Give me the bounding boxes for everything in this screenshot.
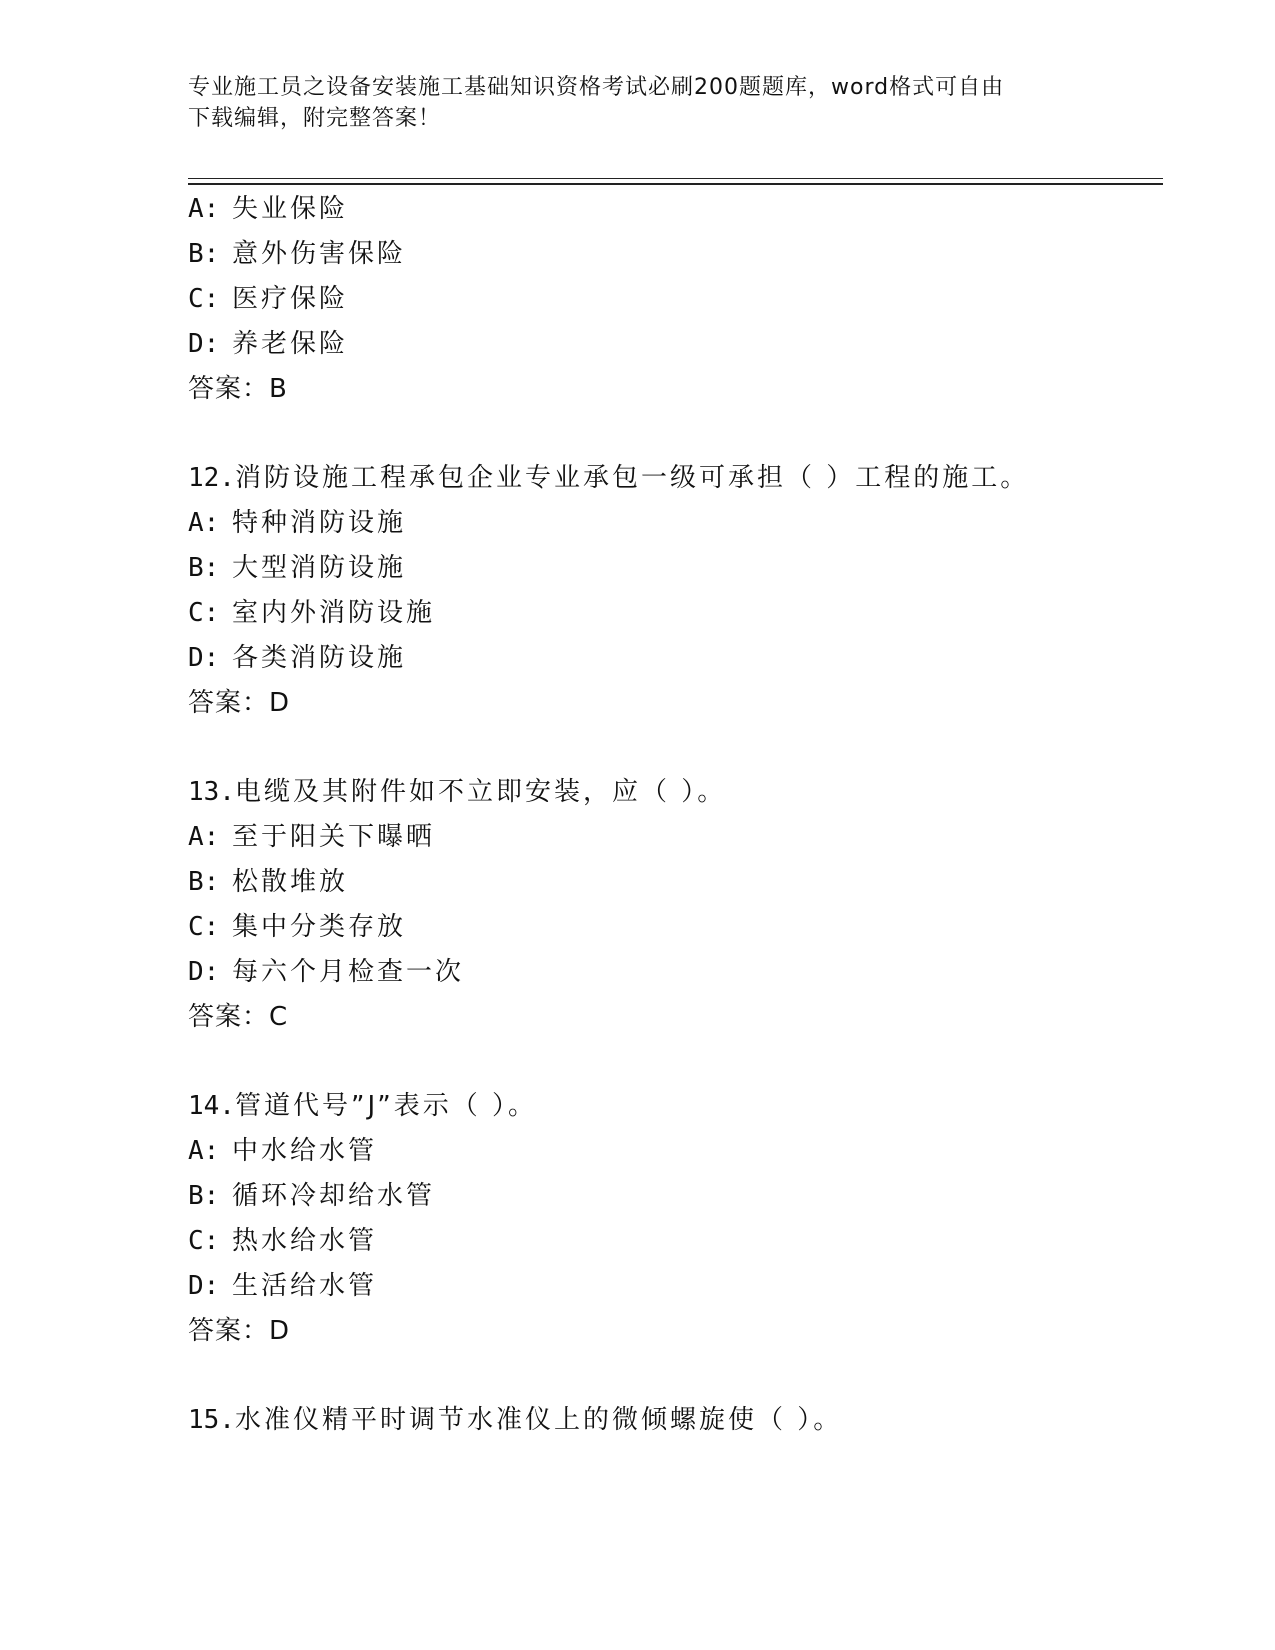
question-text: 消防设施工程承包企业专业承包一级可承担（ ）工程的施工。 — [234, 463, 1030, 493]
option-text: 循环冷却给水管 — [232, 1181, 436, 1211]
question-number: 12. — [188, 463, 235, 493]
option-text: 大型消防设施 — [232, 553, 407, 583]
q12-option-c — [188, 596, 435, 630]
q13-answer: 答案：C — [188, 1002, 289, 1032]
option-text: 室内外消防设施 — [232, 598, 436, 628]
header-line-1: 专业施工员之设备安装施工基础知识资格考试必刷200题题库，word格式可自由 — [188, 75, 1005, 100]
option-letter: C: — [188, 284, 220, 314]
option-letter: B: — [188, 867, 220, 897]
option-letter: D: — [188, 1271, 220, 1301]
q12-option-a — [188, 506, 406, 540]
option-text: 失业保险 — [232, 194, 349, 224]
q13-option-a — [188, 820, 435, 854]
q14-option-a — [188, 1134, 377, 1168]
option-letter: D: — [188, 329, 220, 359]
header-divider-thick — [188, 183, 1163, 185]
option-letter: D: — [188, 643, 220, 673]
question-number: 14. — [188, 1091, 235, 1121]
q12-option-d — [188, 641, 406, 675]
header-line-2: 下载编辑，附完整答案！ — [188, 106, 442, 131]
question-text: 管道代号”J”表示（ ）。 — [234, 1091, 538, 1121]
q11-option-d — [188, 327, 348, 361]
option-letter: C: — [188, 912, 220, 942]
option-text: 松散堆放 — [232, 867, 349, 897]
q14-option-c — [188, 1224, 377, 1258]
option-letter: C: — [188, 1226, 220, 1256]
q11-option-a — [188, 192, 348, 226]
option-text: 特种消防设施 — [232, 508, 407, 538]
option-text: 至于阳关下曝晒 — [232, 822, 436, 852]
q13-option-c — [188, 910, 406, 944]
q11-option-b — [188, 237, 406, 271]
q14-option-b — [188, 1179, 435, 1213]
option-text: 每六个月检查一次 — [232, 957, 465, 987]
option-text: 热水给水管 — [232, 1226, 378, 1256]
option-letter: A: — [188, 508, 220, 538]
option-text: 医疗保险 — [232, 284, 349, 314]
option-letter: B: — [188, 239, 220, 269]
q12-stem — [188, 461, 1029, 495]
option-letter: A: — [188, 194, 220, 224]
question-text: 水准仪精平时调节水准仪上的微倾螺旋使（ ）。 — [234, 1405, 843, 1435]
option-letter: B: — [188, 1181, 220, 1211]
option-text: 中水给水管 — [232, 1136, 378, 1166]
q14-answer: 答案：D — [188, 1316, 291, 1346]
q13-option-b — [188, 865, 348, 899]
question-number: 15. — [188, 1405, 235, 1435]
option-text: 养老保险 — [232, 329, 349, 359]
q11-answer: 答案：B — [188, 374, 288, 404]
q12-answer: 答案：D — [188, 688, 291, 718]
q13-stem — [188, 775, 726, 809]
option-letter: A: — [188, 1136, 220, 1166]
q13-option-d — [188, 955, 464, 989]
option-text: 意外伤害保险 — [232, 239, 407, 269]
option-letter: B: — [188, 553, 220, 583]
option-text: 各类消防设施 — [232, 643, 407, 673]
q14-stem — [188, 1089, 537, 1123]
option-text: 集中分类存放 — [232, 912, 407, 942]
option-letter: D: — [188, 957, 220, 987]
question-text: 电缆及其附件如不立即安装，应（ ）。 — [234, 777, 727, 807]
question-number: 13. — [188, 777, 235, 807]
q15-stem — [188, 1403, 842, 1437]
option-letter: A: — [188, 822, 220, 852]
q12-option-b — [188, 551, 406, 585]
q11-option-c — [188, 282, 348, 316]
document-header — [188, 72, 1088, 134]
header-divider-thin — [188, 178, 1163, 179]
option-letter: C: — [188, 598, 220, 628]
option-text: 生活给水管 — [232, 1271, 378, 1301]
q14-option-d — [188, 1269, 377, 1303]
